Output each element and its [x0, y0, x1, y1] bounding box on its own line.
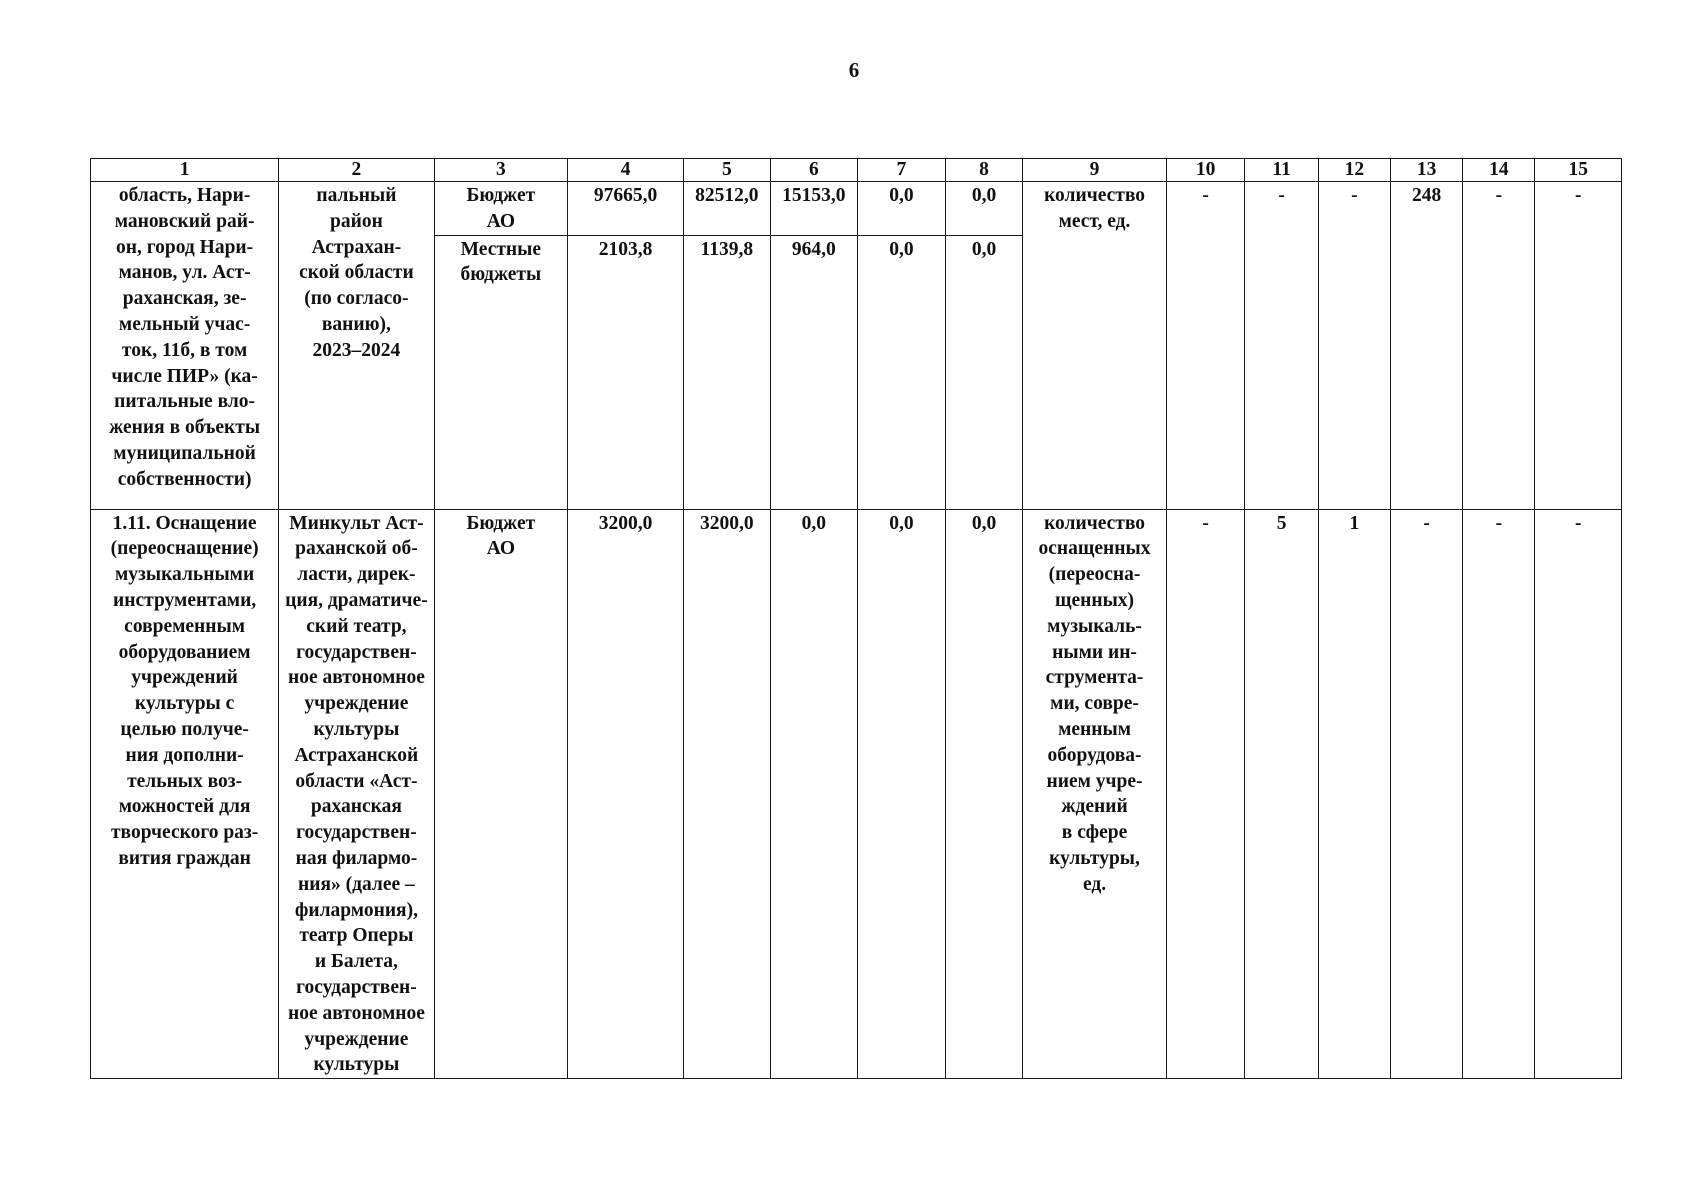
indicator-value-cell: - — [1166, 182, 1245, 510]
funding-source-text: Бюджет АО — [466, 512, 536, 560]
column-number: 5 — [684, 159, 770, 182]
amount-cell: 0,0 — [858, 235, 946, 509]
amount-cell: 0,0 — [945, 235, 1023, 509]
total-amount-cell: 3200,0 — [568, 509, 684, 1079]
indicator-value-cell: - — [1318, 182, 1390, 510]
column-number: 15 — [1535, 159, 1622, 182]
funding-source-cell — [434, 235, 568, 509]
indicator-text: количество мест, ед. — [1044, 185, 1145, 232]
amount-cell: 3200,0 — [684, 509, 770, 1079]
activity-name-cell — [91, 182, 279, 510]
indicator-value-cell: - — [1391, 509, 1463, 1079]
column-number: 6 — [770, 159, 858, 182]
amount-cell: 82512,0 — [684, 182, 770, 236]
amount-cell: 964,0 — [770, 235, 858, 509]
indicator-text: количество оснащенных (переосна- щенных) музыкаль- ными ин- струмента- ми, совре- менным оборудова- нием учре- ждений в сфере культуры, ед. — [1038, 512, 1151, 895]
column-number: 4 — [568, 159, 684, 182]
amount-cell: 0,0 — [945, 509, 1023, 1079]
amount-cell: 1139,8 — [684, 235, 770, 509]
indicator-value-cell: - — [1463, 509, 1535, 1079]
indicator-value-cell: 248 — [1391, 182, 1463, 510]
executor-cell — [279, 182, 434, 510]
indicator-value-cell: - — [1463, 182, 1535, 510]
funding-source-cell — [434, 509, 568, 1079]
table-row — [91, 182, 1622, 236]
amount-cell: 15153,0 — [770, 182, 858, 236]
indicator-value-cell: 5 — [1245, 509, 1318, 1079]
funding-source-text: Бюджет АО — [466, 185, 536, 232]
indicator-value-cell: - — [1166, 509, 1245, 1079]
column-number: 14 — [1463, 159, 1535, 182]
indicator-cell — [1023, 509, 1166, 1079]
total-amount-cell: 97665,0 — [568, 182, 684, 236]
column-number: 7 — [858, 159, 946, 182]
total-amount-cell: 2103,8 — [568, 235, 684, 509]
funding-source-cell — [434, 182, 568, 236]
amount-cell: 0,0 — [945, 182, 1023, 236]
page-number: 6 — [848, 58, 860, 82]
column-number: 11 — [1245, 159, 1318, 182]
column-number: 10 — [1166, 159, 1245, 182]
indicator-value-cell: - — [1245, 182, 1318, 510]
indicator-value-cell: 1 — [1318, 509, 1390, 1079]
funding-source-text: Местные бюджеты — [460, 238, 542, 286]
indicator-value-cell: - — [1535, 182, 1622, 510]
program-table — [90, 158, 1622, 1079]
column-number: 3 — [434, 159, 568, 182]
column-number: 1 — [91, 159, 279, 182]
activity-name-cell — [91, 509, 279, 1079]
activity-name-text: 1.11. Оснащение (переоснащение) музыкальными инструментами, современным оборудованием учреждений культуры с целью получе- ния дополни- тельных воз- можностей для творческого раз- вития граждан — [110, 512, 259, 869]
column-number: 8 — [945, 159, 1023, 182]
column-number: 12 — [1318, 159, 1390, 182]
header-row — [91, 159, 1622, 182]
amount-cell: 0,0 — [770, 509, 858, 1079]
activity-name-text: область, Нари- мановский рай- он, город Нари- манов, ул. Аст- раханская, зе- мельный учас- ток, 11б, в том числе ПИР» (ка- питальные вло- жения в объекты муниципальной собственности) — [109, 185, 261, 490]
executor-text: Минкульт Аст- раханской об- ласти, дирек- ция, драматиче- ский театр, государствен- ное автономное учреждение культуры Астраханской области «Аст- раханская государствен- ная филармо- ния» (далее – филармония), театр Оперы и Балета, государствен- ное автономное учреждение культуры — [285, 512, 428, 1076]
table-row — [91, 509, 1622, 1079]
column-number: 13 — [1391, 159, 1463, 182]
executor-text: пальный район Астрахан- ской области (по согласо- ванию), 2023–2024 — [299, 185, 414, 361]
executor-cell — [279, 509, 434, 1079]
indicator-value-cell: - — [1535, 509, 1622, 1079]
column-number: 9 — [1023, 159, 1166, 182]
amount-cell: 0,0 — [858, 509, 946, 1079]
column-number: 2 — [279, 159, 434, 182]
indicator-cell — [1023, 182, 1166, 510]
amount-cell: 0,0 — [858, 182, 946, 236]
